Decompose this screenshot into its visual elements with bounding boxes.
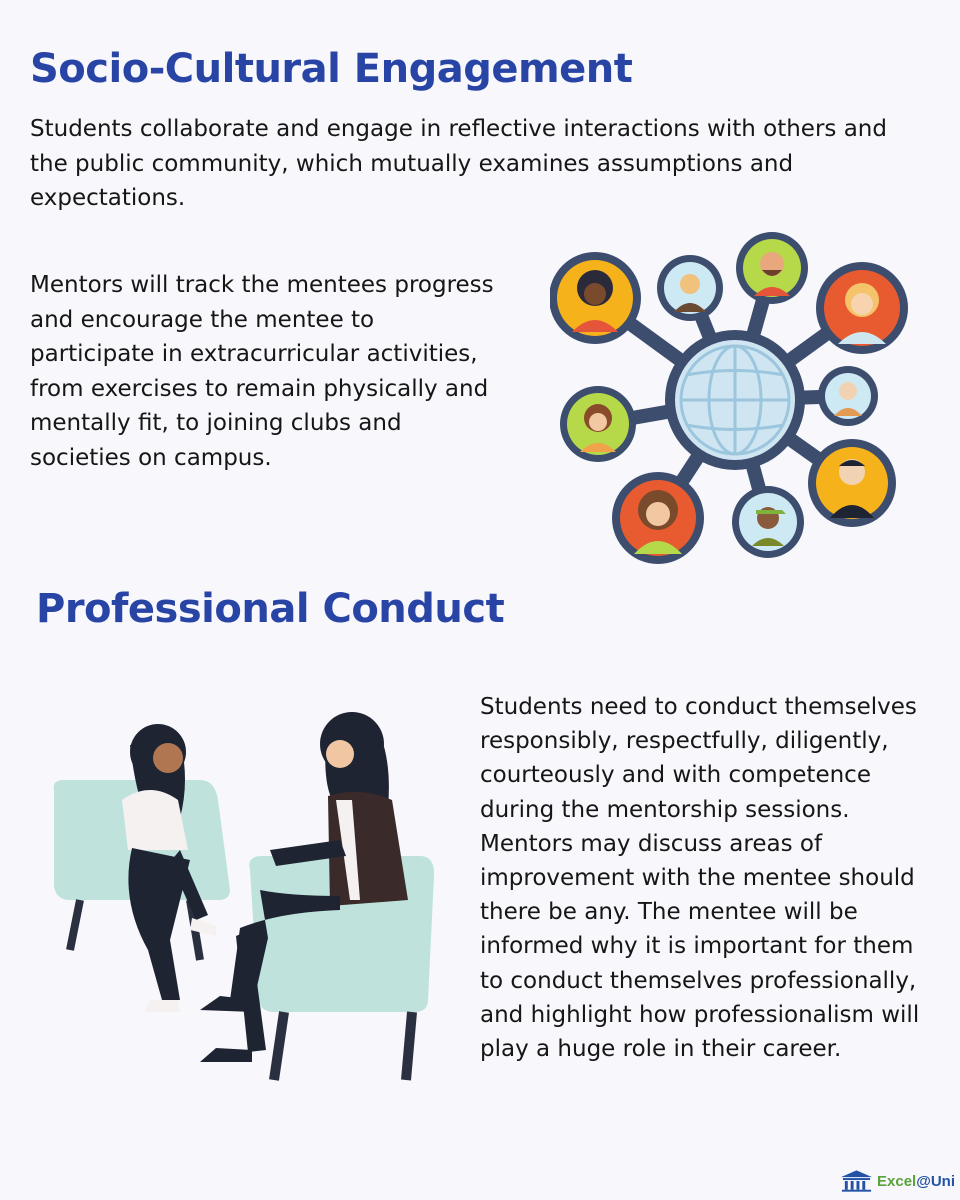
brand-logo-part2: @Uni <box>916 1172 955 1190</box>
section-title-professional-conduct: Professional Conduct <box>36 586 505 632</box>
section-intro-socio-cultural: Students collaborate and engage in reflective interactions with others and the public community, which mutually examines assumptions and expectations. <box>30 116 887 211</box>
brand-logo-part1: Excel <box>877 1172 917 1190</box>
globe-network-icon <box>550 228 920 573</box>
brand-logo <box>840 1166 955 1196</box>
section-title-socio-cultural: Socio-Cultural Engagement <box>30 46 633 92</box>
section-body-socio-cultural: Mentors will track the mentees progress and encourage the mentee to participate in extracurricular activities, from exercises to remain physically and mentally fit, to joining clubs and societies on campus. <box>30 272 494 471</box>
university-building-icon <box>840 1169 873 1193</box>
mentoring-session-icon <box>40 700 450 1100</box>
brand-logo-text <box>877 1173 955 1190</box>
section-body-professional-conduct: Students need to conduct themselves responsibly, respectfully, diligently, courteously and with competence during the mentorship sessions. Mentors may discuss areas of improvement with the mentee should there be any. The mentee will be informed why it is important for them to conduct themselves professionally, and highlight how professionalism will play a huge role in their career. <box>480 694 920 1063</box>
